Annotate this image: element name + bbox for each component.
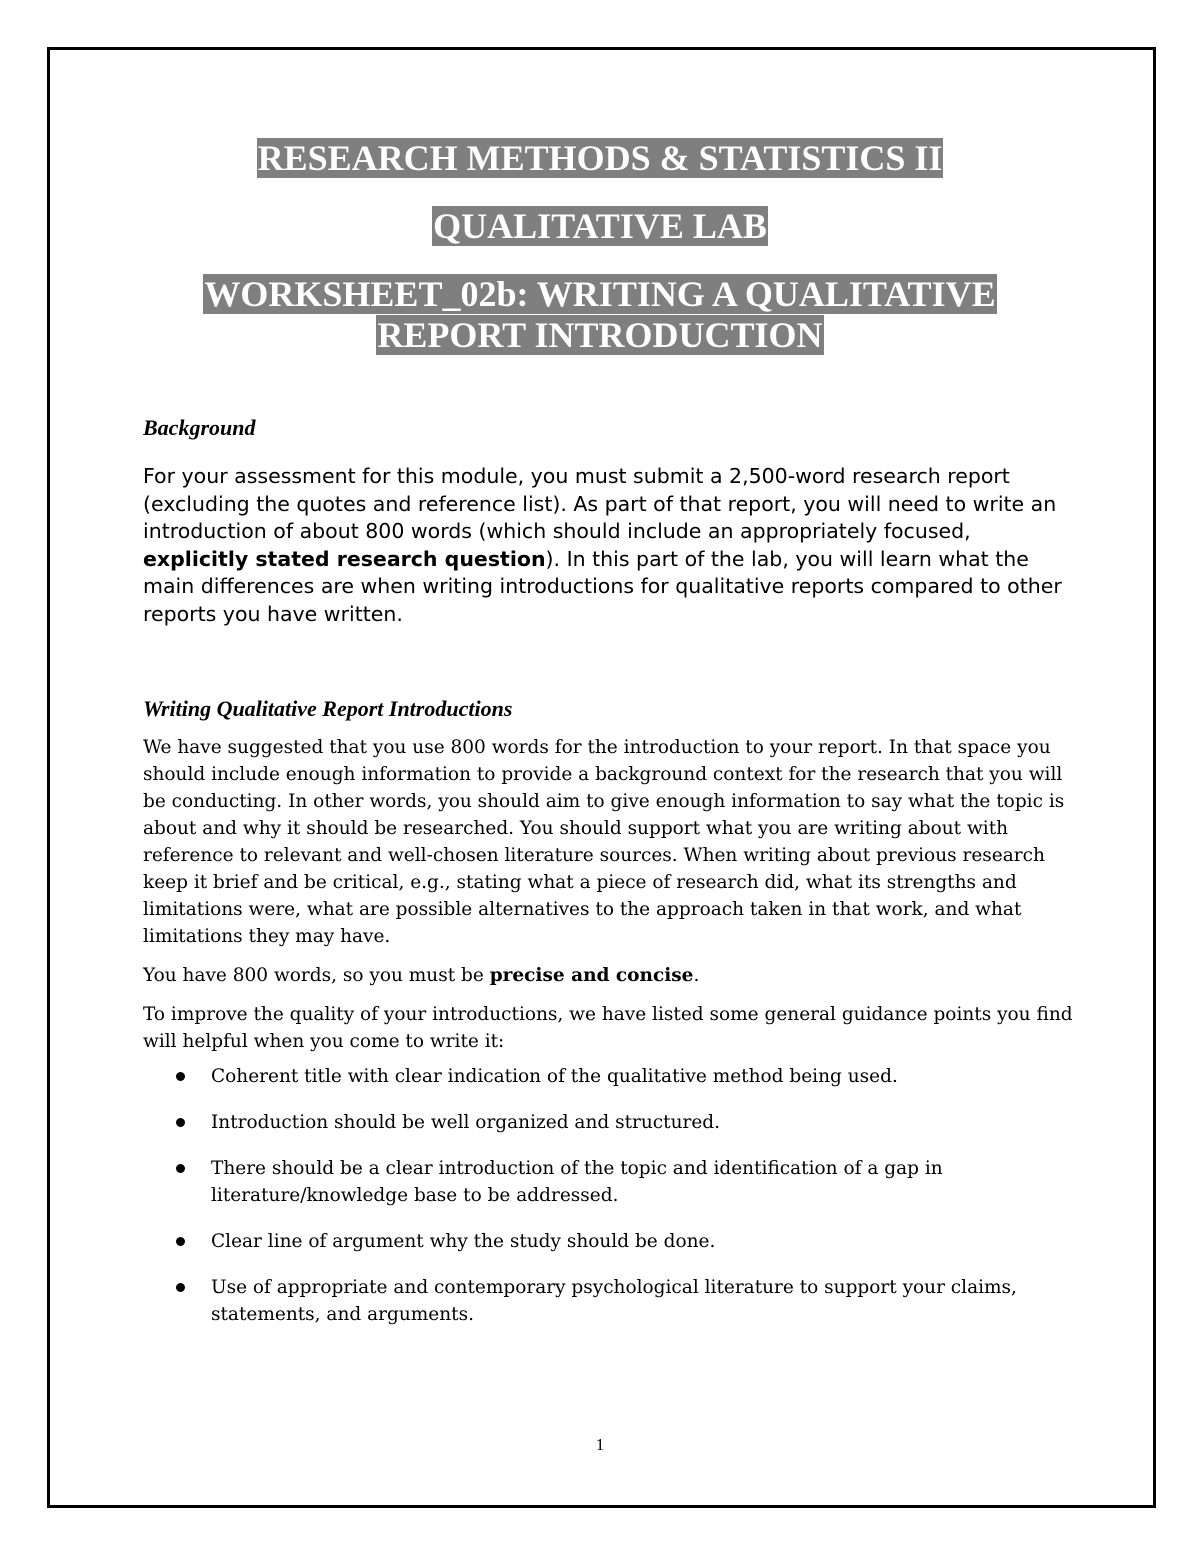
- precise-text-end: .: [693, 965, 700, 986]
- improve-paragraph: To improve the quality of your introductions, we have listed some general guidance points you find will helpful when you come to write it:: [143, 1004, 1073, 1052]
- writing-paragraph: We have suggested that you use 800 words for the introduction to your report. In that space you should include enough information to provide a background context for the research that you will be conducting. In other words, you should aim to give enough information to say what the topic is about and why it should be researched. You should support what you are writing about with reference to relevant and well-chosen literature sources. When writing about previous research keep it brief and be critical, e.g., stating what a piece of research did, what its strengths and limitations were, what are possible alternatives to the approach taken in that work, and what limitations they may have.: [143, 737, 1065, 947]
- bullet-icon: [176, 1118, 185, 1127]
- title-line-worksheet: [50, 274, 1150, 315]
- course-title: RESEARCH METHODS & STATISTICS II: [257, 138, 943, 178]
- bullet-icon: [176, 1072, 185, 1081]
- bullet-icon: [176, 1283, 185, 1292]
- list-item-text: Coherent title with clear indication of the qualitative method being used.: [211, 1066, 898, 1087]
- writing-intro-heading: Writing Qualitative Report Introductions: [143, 696, 513, 721]
- list-item: [143, 1109, 1073, 1136]
- list-item-text: Clear line of argument why the study should be done.: [211, 1231, 716, 1252]
- title-line-worksheet-2: [50, 315, 1150, 356]
- precise-text-start: You have 800 words, so you must be: [143, 965, 490, 986]
- background-text-start: For your assessment for this module, you must submit a 2,500-word research report (excluding the quotes and reference list). As part of that report, you will need to write an introduction of about 800 words (which should include an appropriately focused,: [143, 464, 1057, 543]
- document-body: [143, 413, 1073, 1347]
- worksheet-title-part2: REPORT INTRODUCTION: [377, 315, 823, 355]
- bullet-icon: [176, 1237, 185, 1246]
- list-item: [143, 1155, 1073, 1209]
- list-item: [143, 1228, 1073, 1255]
- document-title-block: [50, 138, 1150, 356]
- title-line-course: [50, 138, 1150, 179]
- list-item-text: Use of appropriate and contemporary psychological literature to support your claims, statements, and arguments.: [211, 1277, 1017, 1325]
- background-text-end: ). In this part of the lab, you will learn what the main differences are when writing introductions for qualitative reports compared to other reports you have written.: [143, 546, 1062, 626]
- worksheet-title-part1: WORKSHEET_02b: WRITING A QUALITATIVE: [204, 274, 996, 314]
- title-line-lab: [50, 206, 1150, 247]
- guidance-list: [143, 1063, 1073, 1328]
- list-item-text: There should be a clear introduction of the topic and identification of a gap in literature/knowledge base to be addressed.: [211, 1158, 943, 1206]
- lab-title: QUALITATIVE LAB: [433, 206, 767, 246]
- bullet-icon: [176, 1164, 185, 1173]
- background-paragraph: [143, 463, 1073, 628]
- list-item: [143, 1063, 1073, 1090]
- precise-paragraph: [143, 962, 1073, 989]
- page-number: 1: [595, 1435, 605, 1454]
- list-item: [143, 1274, 1073, 1328]
- precise-emphasis: precise and concise: [489, 965, 694, 986]
- list-item-text: Introduction should be well organized and structured.: [211, 1112, 720, 1133]
- background-emphasis: explicitly stated research question: [143, 546, 546, 571]
- background-heading: Background: [143, 415, 256, 440]
